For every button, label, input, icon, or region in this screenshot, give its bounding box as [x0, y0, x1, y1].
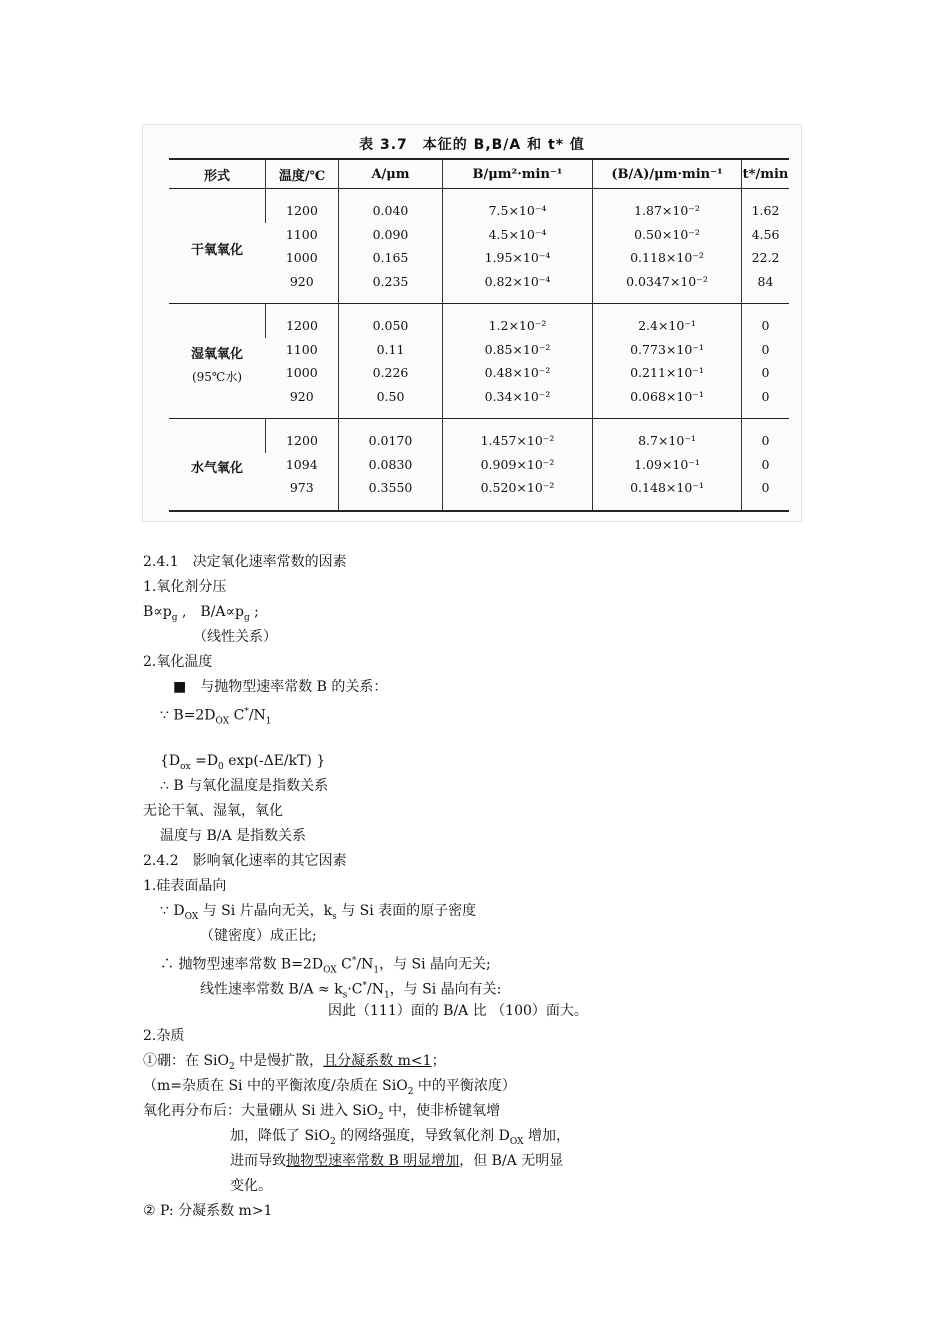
group-steam	[169, 419, 789, 511]
table-cell: 1.457×10⁻²	[443, 419, 593, 453]
group-label-dry: 干氧氧化	[190, 243, 243, 258]
col-header-b: B/μm²·min⁻¹	[443, 159, 593, 189]
table-cell: 0.090	[339, 223, 443, 247]
hence-line: 因此（111）面的 B/A 比 （100）面大。	[328, 1003, 588, 1019]
table-cell: 0.118×10⁻²	[593, 246, 742, 270]
table-cell: 0.773×10⁻¹	[593, 338, 742, 362]
parabolic-increase-underlined: 抛物型速率常数 B 明显增加	[286, 1153, 460, 1169]
increase-line: 加，降低了 SiO$_2$ 的网络强度，导致氧化剂 $D_{OX}$ 增加，	[230, 1128, 570, 1147]
m-definition-line: （m=杂质在 Si 中的平衡浓度/杂质在 SiO$_2$ 中的平衡浓度）	[143, 1078, 516, 1097]
table-cell: 0	[742, 361, 790, 385]
item-silicon-orientation: 1.硅表面晶向	[143, 878, 227, 894]
group-wet	[169, 304, 789, 419]
table-cell: 0.050	[339, 304, 443, 338]
section-heading-2-4-1: 2.4.1 决定氧化速率常数的因素	[143, 554, 347, 570]
table-cell: 0.226	[339, 361, 443, 385]
proportionality-line: $B\propto p_g$ , $B/A\propto p_g$ ;	[143, 604, 259, 623]
table-cell: 1200	[266, 189, 339, 223]
col-header-form: 形式	[169, 159, 266, 189]
linear-relation-note: （线性关系）	[193, 629, 277, 645]
table-cell: 0.148×10⁻¹	[593, 476, 742, 511]
table-cell: 920	[289, 388, 314, 404]
table-cell: 84	[742, 270, 790, 304]
table-cell: 0	[742, 385, 790, 419]
table-scan	[142, 124, 802, 522]
table-caption: 表 3.7 本征的 B,B/A 和 t* 值	[359, 137, 585, 153]
change-line: 变化。	[230, 1178, 272, 1194]
col-header-tstar: t*/min	[742, 159, 790, 189]
table-cell: 1094	[285, 456, 318, 472]
table-cell: 4.56	[742, 223, 790, 247]
group-label-wet: 湿氧氧化 (95℃水)	[190, 346, 243, 384]
rate-constant-table	[169, 158, 789, 512]
table-cell: 22.2	[742, 246, 790, 270]
table-row	[169, 419, 789, 453]
table-cell: 0	[742, 338, 790, 362]
group-label-steam: 水气氧化	[190, 461, 243, 477]
table-cell: 0.50	[339, 385, 443, 419]
table-cell: 973	[289, 480, 314, 495]
dox-formula: {$D_{ox} =D_0$ exp(-ΔE/kT) }	[160, 753, 326, 772]
group-dry	[169, 189, 789, 304]
segregation-underlined: 且分凝系数 m<1	[323, 1053, 432, 1069]
table-cell: 0.235	[339, 270, 443, 304]
because-b-formula: ∵ $B=2D_{OX}$ $C^*/N_1$	[160, 707, 272, 727]
table-cell: 0.11	[339, 338, 443, 362]
table-cell: 0.0830	[339, 453, 443, 477]
linear-rate-line: 线性速率常数 $B/A \approx k_s\cdot C^*/N_1$，与 Si 晶向有关:	[200, 981, 502, 1001]
table-cell: 0.85×10⁻²	[443, 338, 593, 362]
table-cell: 1000	[285, 250, 318, 265]
table-cell: 0	[742, 304, 790, 338]
table-cell: 0	[742, 476, 790, 511]
table-row	[169, 304, 789, 338]
col-header-ba: (B/A)/μm·min⁻¹	[593, 159, 742, 189]
table-cell: 0.82×10⁻⁴	[443, 270, 593, 304]
bullet-relation-b: ■ 与抛物型速率常数 B 的关系：	[173, 679, 388, 695]
table-cell: 0.520×10⁻²	[443, 476, 593, 511]
table-cell: 1200	[266, 419, 339, 453]
table-cell: 2.4×10⁻¹	[593, 304, 742, 338]
table-cell: 1.62	[742, 189, 790, 223]
table-cell: 920	[289, 273, 314, 289]
table-cell: 1100	[285, 226, 318, 242]
table-cell: 0.48×10⁻²	[443, 361, 593, 385]
item-impurity: 2.杂质	[143, 1028, 185, 1044]
redistribution-line: 氧化再分布后：大量硼从 Si 进入 SiO$_2$ 中，使非桥键氧增	[143, 1103, 501, 1122]
bullet-square-icon: ■	[173, 679, 187, 695]
table-cell: 0.0170	[339, 419, 443, 453]
table-cell: 0	[742, 453, 790, 477]
table-cell: 0.211×10⁻¹	[593, 361, 742, 385]
boron-line: ①硼：在 SiO$_2$ 中是慢扩散，且分凝系数 m<1；	[143, 1053, 446, 1072]
table-cell: 0.909×10⁻²	[443, 453, 593, 477]
no-matter-line: 无论干氧、湿氧，氧化	[143, 803, 283, 819]
table-cell: 7.5×10⁻⁴	[443, 189, 593, 223]
temperature-ba-line: 温度与 B/A 是指数关系	[160, 828, 307, 844]
table-cell: 0.0347×10⁻²	[593, 270, 742, 304]
table-cell: 0.068×10⁻¹	[593, 385, 742, 419]
further-line: 进而导致抛物型速率常数 B 明显增加，但 B/A 无明显	[230, 1153, 564, 1169]
because-dox-line: ∵ $D_{OX}$ 与 Si 片晶向无关，$k_s$ 与 Si 表面的原子密度	[160, 903, 477, 922]
table-cell: 1.2×10⁻²	[443, 304, 593, 338]
table-cell: 0.50×10⁻²	[593, 223, 742, 247]
table-cell: 0	[742, 419, 790, 453]
table-cell: 1.09×10⁻¹	[593, 453, 742, 477]
table-cell: 1100	[285, 341, 318, 357]
table-cell: 0.040	[339, 189, 443, 223]
group-label-wet-sub: (95℃水)	[191, 369, 243, 384]
table-cell: 0.34×10⁻²	[443, 385, 593, 419]
item-oxidation-temperature: 2.氧化温度	[143, 654, 213, 670]
phosphorus-line: ② P: 分凝系数 m>1	[143, 1203, 273, 1219]
col-header-a: A/μm	[339, 159, 443, 189]
bond-density-line: （键密度）成正比;	[200, 928, 317, 944]
table-cell: 0.3550	[339, 476, 443, 511]
table-cell: 0.165	[339, 246, 443, 270]
table-cell: 1.95×10⁻⁴	[443, 246, 593, 270]
table-cell: 1200	[266, 304, 339, 338]
section-heading-2-4-2: 2.4.2 影响氧化速率的其它因素	[143, 853, 347, 869]
table-cell: 8.7×10⁻¹	[593, 419, 742, 453]
col-header-temperature: 温度/℃	[266, 159, 339, 189]
table-header-row	[169, 159, 789, 189]
item-oxidant-pressure: 1.氧化剂分压	[143, 579, 227, 595]
table-cell: 1000	[285, 365, 318, 380]
therefore-exponential: ∴ B 与氧化温度是指数关系	[160, 778, 329, 794]
table-cell: 1.87×10⁻²	[593, 189, 742, 223]
table-cell: 4.5×10⁻⁴	[443, 223, 593, 247]
therefore-parabolic-line: ∴ 抛物型速率常数 $B=2D_{OX}$ $C^*/N_1$，与 Si 晶向无关;	[160, 956, 491, 976]
table-row	[169, 189, 789, 223]
